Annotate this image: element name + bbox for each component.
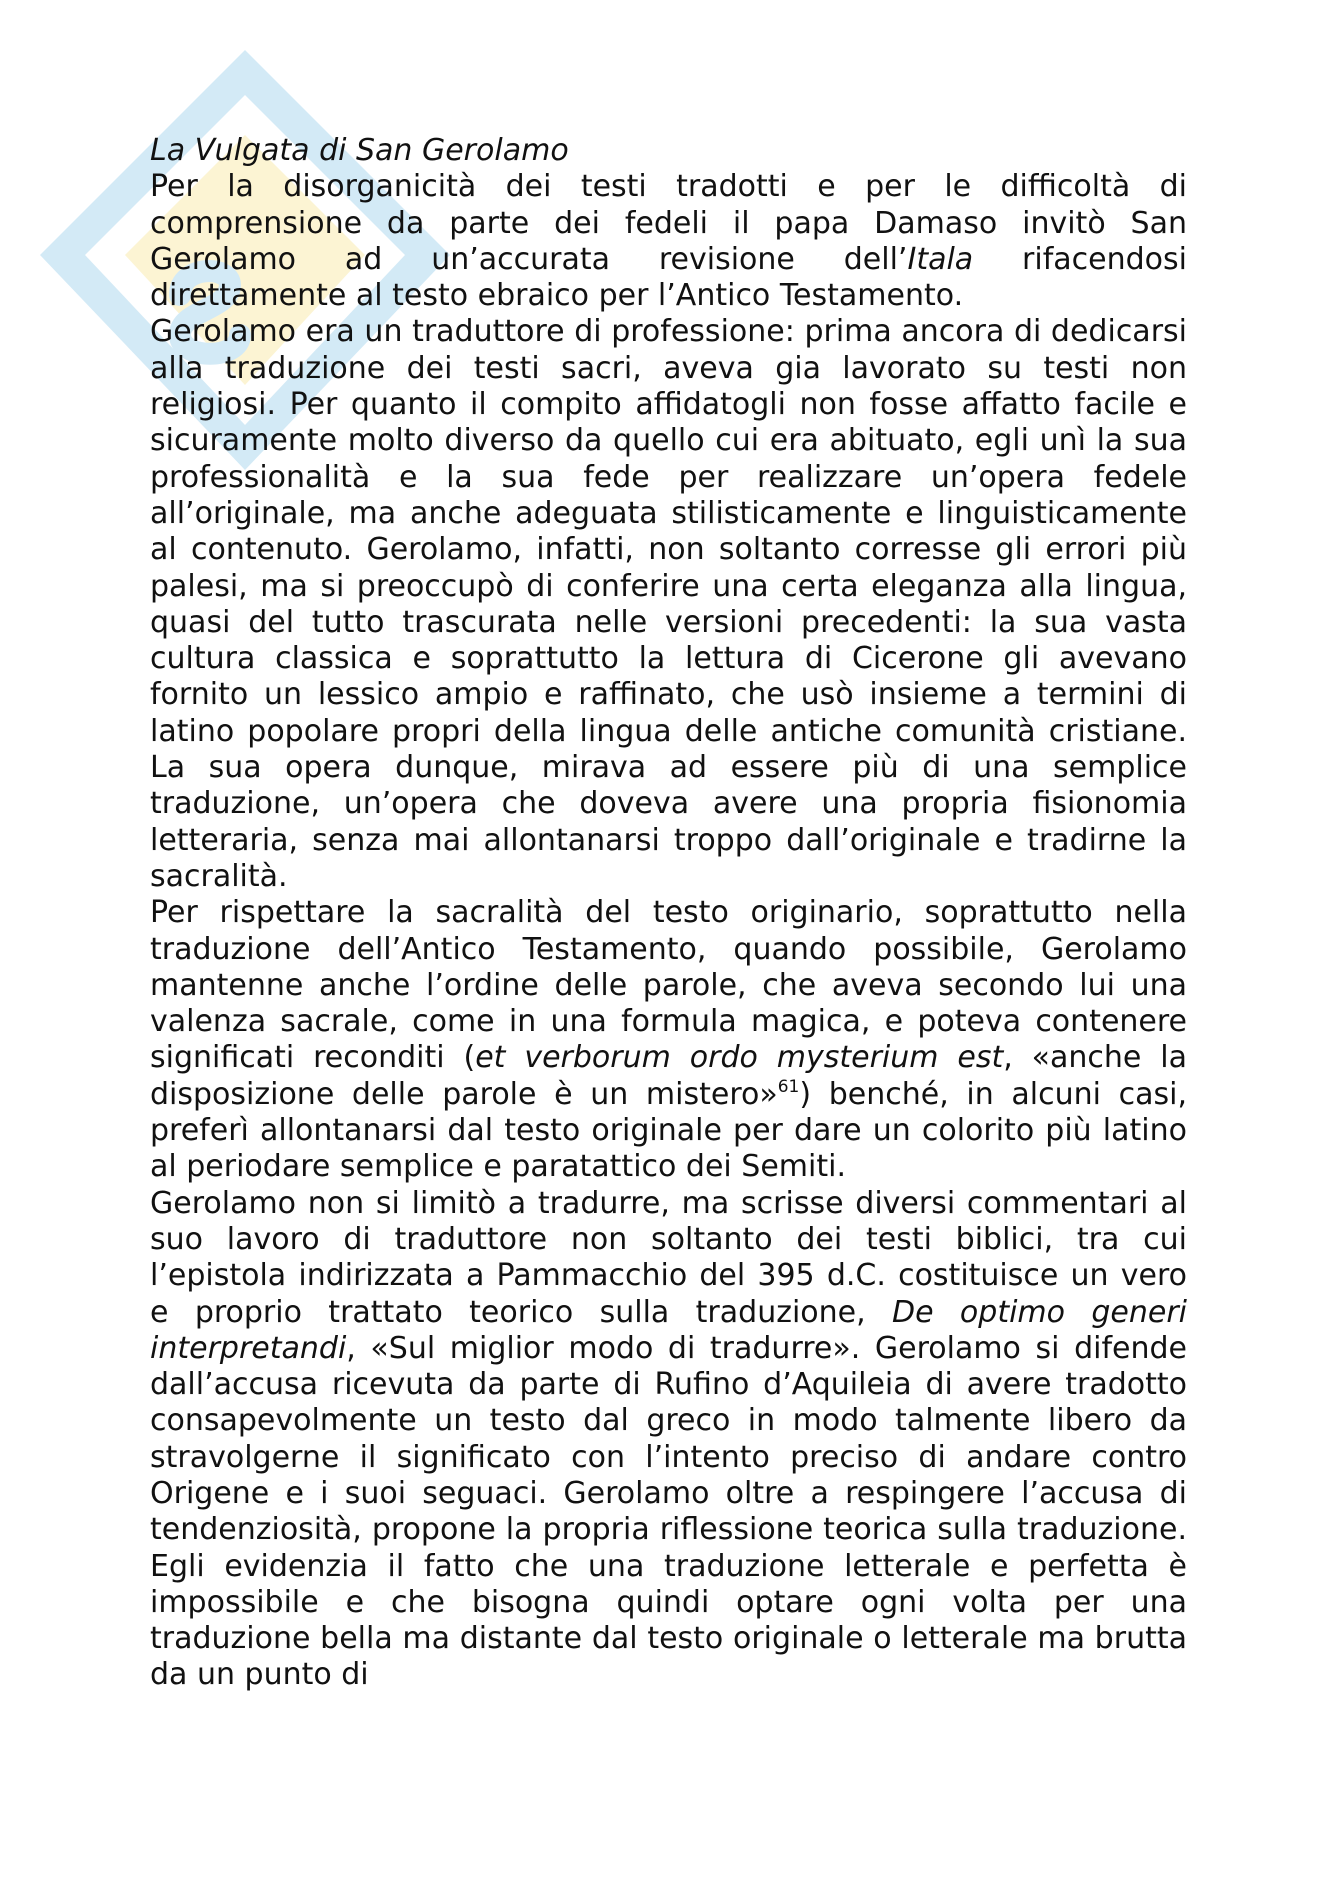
paragraph-4 — [150, 1186, 1187, 1694]
paragraph-1 — [150, 169, 1187, 314]
paragraph-3-translation: , «anche la disposizione delle parole è un mistero» — [150, 1040, 1188, 1112]
document-body — [150, 133, 1187, 1694]
paragraph-3-text: Per rispettare la sacralità del testo originario, soprattutto nella traduzione dell’Antico Testamento, quando possibile, Gerolamo mantenne anche l’ordine delle parole, che aveva secondo lui una valenza sacrale, come in una formula magica, e poteva contenere significati reconditi ( — [150, 895, 1187, 1076]
document-title: La Vulgata di San Gerolamo — [150, 133, 569, 168]
paragraph-3 — [150, 895, 1187, 1185]
paragraph-3-latin-quote: et verborum ordo mysterium est — [475, 1040, 1004, 1076]
paragraph-4-work-title: De optimo generi interpretandi — [150, 1294, 1187, 1366]
paragraph-3-text-end: ) benché, in alcuni casi, preferì allontanarsi dal testo originale per dare un colorito più latino al periodare semplice e paratattico dei Semiti. — [150, 1076, 1188, 1185]
paragraph-1-text: Per la disorganicità dei testi tradotti e per le difficoltà di comprensione da parte dei fedeli il papa Damaso invitò San Gerolamo ad un’accurata revisione dell’ — [150, 169, 1187, 277]
paragraph-1-text-end: rifacendosi direttamente al testo ebraico per l’Antico Testamento. — [150, 241, 1187, 314]
paragraph-1-italic: Itala — [907, 241, 974, 277]
paragraph-4-text: Gerolamo non si limitò a tradurre, ma scrisse diversi commentari al suo lavoro di traduttore non soltanto dei testi biblici, tra cui l’epistola indirizzata a Pammacchio del 395 d.C. costituisce un vero e proprio trattato teorico sulla traduzione, — [150, 1185, 1187, 1330]
paragraph-2: Gerolamo era un traduttore di professione: prima ancora di dedicarsi alla traduzione dei testi sacri, aveva gia lavorato su testi non religiosi. Per quanto il compito affidatogli non fosse affatto facile e sicuramente molto diverso da quello cui era abituato, egli unì la sua professionalità e la sua fede per realizzare un’opera fedele all’originale, ma anche adeguata stilisticamente e linguisticamente al contenuto. Gerolamo, infatti, non soltanto corresse gli errori più palesi, ma si preoccupò di conferire una certa eleganza alla lingua, quasi del tutto trascurata nelle versioni precedenti: la sua vasta cultura classica e soprattutto la lettura di Cicerone gli avevano fornito un lessico ampio e raffinato, che usò insieme a termini di latino popolare propri della lingua delle antiche comunità cristiane. La sua opera dunque, mirava ad essere più di una semplice traduzione, un’opera che doveva avere una propria fisionomia letteraria, senza mai allontanarsi troppo dall’originale e tradirne la sacralità. — [150, 314, 1187, 894]
footnote-reference[interactable]: 61 — [777, 1076, 800, 1097]
paragraph-4-text-end: , «Sul miglior modo di tradurre». Gerolamo si difende dall’accusa ricevuta da parte di Rufino d’Aquileia di avere tradotto consapevolmente un testo dal greco in modo talmente libero da stravolgerne il significato con l’intento preciso di andare contro Origene e i suoi seguaci. Gerolamo oltre a respingere l’accusa di tendenziosità, propone la propria riflessione teorica sulla traduzione. Egli evidenzia il fatto che una traduzione letterale e perfetta è impossibile e che bisogna quindi optare ogni volta per una traduzione bella ma distante dal testo originale o letterale ma brutta da un punto di — [150, 1330, 1187, 1693]
